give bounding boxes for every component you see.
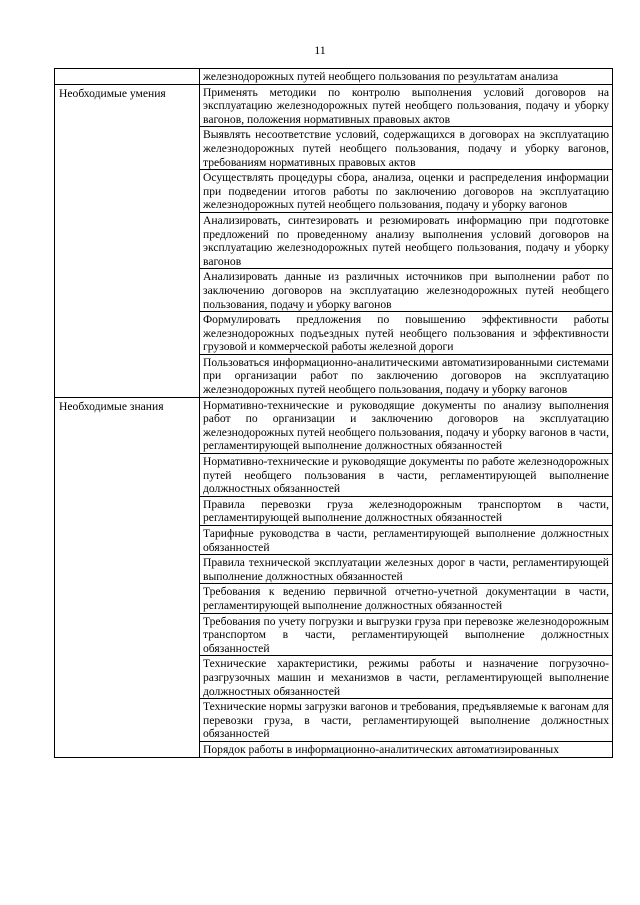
section-item: Применять методики по контролю выполнения условий договоров на эксплуатацию железнодорожных путей необщего пользования, подачу и уборку вагонов, положения нормативных правовых актов bbox=[200, 84, 613, 127]
section-item: Требования по учету погрузки и выгрузки груза при перевозке железнодорожным транспортом в части, регламентирующей выполнение должностных обязанностей bbox=[200, 613, 613, 656]
table-row bbox=[55, 69, 613, 85]
section-item: Правила технической эксплуатации железных дорог в части, регламентирующей выполнение должностных обязанностей bbox=[200, 555, 613, 584]
section-item: Анализировать данные из различных источников при выполнении работ по заключению договоров на эксплуатацию железнодорожных путей необщего пользования, подачу и уборку вагонов bbox=[200, 269, 613, 312]
section-item: Порядок работы в информационно-аналитических автоматизированных bbox=[200, 741, 613, 757]
section-item: Осуществлять процедуры сбора, анализа, оценки и распределения информации при подведении итогов работы по заключению договоров на эксплуатацию железнодорожных путей необщего пользования, подачу и уборку вагонов bbox=[200, 170, 613, 213]
row-content: железнодорожных путей необщего пользования по результатам анализа bbox=[200, 69, 613, 85]
section-item: Выявлять несоответствие условий, содержащихся в договорах на эксплуатацию железнодорожных путей необщего пользования, подачу и уборку вагонов, требованиям нормативных правовых актов bbox=[200, 127, 613, 170]
section-item: Пользоваться информационно-аналитическими автоматизированными системами при организации работ по заключению договоров на эксплуатацию железнодорожных путей необщего пользования, подачу и уборку вагонов bbox=[200, 354, 613, 397]
section-item: Нормативно-технические и руководящие документы по работе железнодорожных путей необщего пользования в части, регламентирующей выполнение должностных обязанностей bbox=[200, 454, 613, 497]
section-item: Нормативно-технические и руководящие документы по анализу выполнения работ по организации и заключению договоров на эксплуатацию железнодорожных путей необщего пользования, подачу и уборку вагонов в части, регламентирующей выполнение должностных обязанностей bbox=[200, 397, 613, 453]
section-item: Технические характеристики, режимы работы и назначение погрузочно-разгрузочных машин и механизмов в части, регламентирующей выполнение должностных обязанностей bbox=[200, 656, 613, 699]
section-item: Правила перевозки груза железнодорожным транспортом в части, регламентирующей выполнение должностных обязанностей bbox=[200, 496, 613, 525]
section-label: Необходимые знания bbox=[55, 397, 200, 757]
page-number: 11 bbox=[314, 43, 326, 57]
section-label: Необходимые умения bbox=[55, 84, 200, 397]
row-label bbox=[55, 69, 200, 85]
table-row bbox=[55, 84, 613, 127]
section-item: Требования к ведению первичной отчетно-учетной документации в части, регламентирующей выполнение должностных обязанностей bbox=[200, 584, 613, 613]
section-item: Анализировать, синтезировать и резюмировать информацию при подготовке предложений по проведенному анализу выполнения условий договоров на эксплуатацию железнодорожных путей необщего пользования, подачу и уборку вагонов bbox=[200, 212, 613, 268]
section-item: Формулировать предложения по повышению эффективности работы железнодорожных подъездных путей необщего пользования и эффективности грузовой и коммерческой работы железной дороги bbox=[200, 312, 613, 355]
table-row bbox=[55, 397, 613, 453]
section-item: Тарифные руководства в части, регламентирующей выполнение должностных обязанностей bbox=[200, 526, 613, 555]
section-item: Технические нормы загрузки вагонов и требования, предъявляемые к вагонам для перевозки груза, в части, регламентирующей выполнение должностных обязанностей bbox=[200, 699, 613, 742]
competency-table bbox=[54, 68, 613, 758]
